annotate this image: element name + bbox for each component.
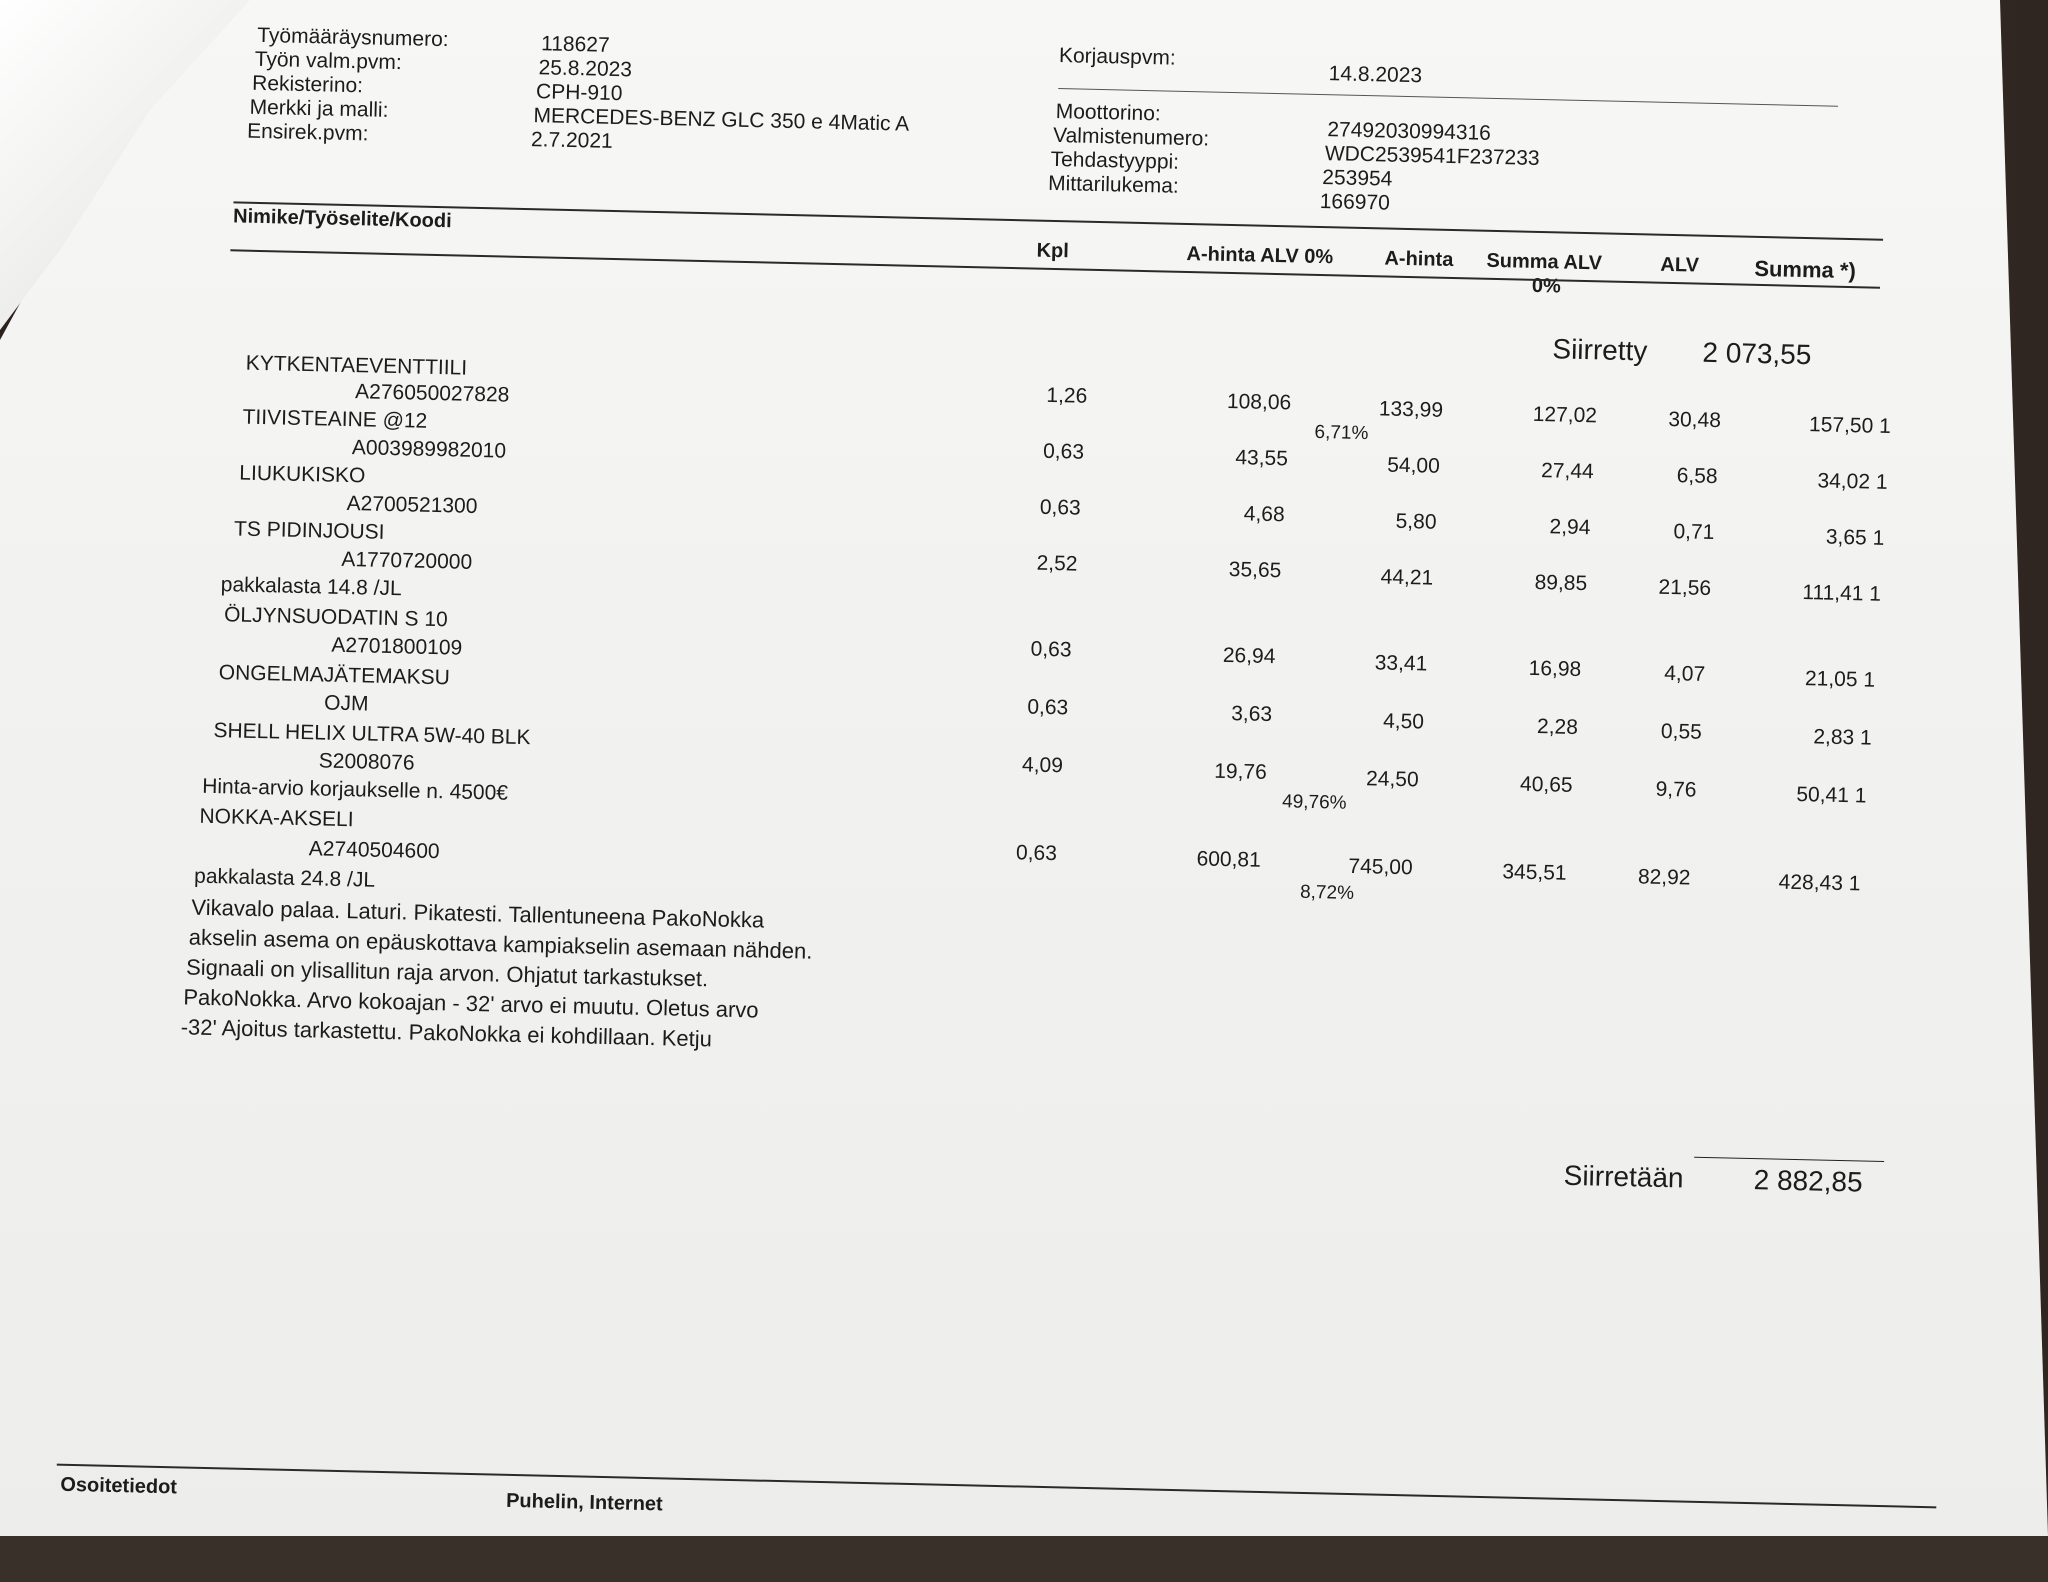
item-unit: 5,80	[1395, 509, 1437, 534]
item-code: A2700521300	[346, 491, 478, 518]
odometer-value: 166970	[1319, 189, 1391, 215]
col-sum-header: Summa *)	[1754, 255, 1857, 284]
item-sum: 34,02 1	[1817, 469, 1888, 494]
price-estimate-note: Hinta-arvio korjaukselle n. 4500€	[201, 774, 509, 805]
item-sum: 157,50 1	[1808, 413, 1892, 439]
item-name: TIIVISTEAINE @12	[242, 405, 428, 433]
item-name: ONGELMAJÄTEMAKSU	[218, 661, 451, 690]
item-sum-ex: 2,28	[1536, 715, 1579, 739]
item-qty: 0,63	[1039, 495, 1082, 520]
first-reg-value: 2.7.2021	[530, 128, 613, 153]
item-sum: 111,41 1	[1802, 581, 1882, 606]
make-model-label: Merkki ja malli:	[249, 95, 389, 122]
item-qty: 2,52	[1036, 551, 1078, 576]
item-sum: 3,65 1	[1825, 525, 1885, 550]
factory-type-label: Tehdastyyppi:	[1050, 147, 1180, 174]
item-vat: 9,76	[1655, 777, 1697, 802]
item-sum-ex: 2,94	[1549, 515, 1591, 540]
item-vat: 0,71	[1673, 520, 1715, 545]
work-order-value: 118627	[540, 32, 610, 57]
vin-value: WDC2539541F237233	[1324, 142, 1540, 170]
item-unit-ex: 3,63	[1230, 702, 1273, 727]
item-sum-ex: 16,98	[1528, 656, 1582, 682]
col-qty-header: Kpl	[1036, 239, 1070, 263]
note-line: akselin asema on epäuskottava kampiakselin asemaan nähden.	[188, 924, 813, 964]
make-model-value: MERCEDES-BENZ GLC 350 e 4Matic A	[533, 104, 910, 136]
header-divider	[1058, 88, 1838, 107]
item-sum-ex: 89,85	[1534, 570, 1588, 596]
item-qty: 0,63	[1015, 841, 1058, 866]
item-unit: 745,00	[1348, 854, 1413, 880]
item-sum: 50,41 1	[1796, 782, 1867, 808]
item-name: SHELL HELIX ULTRA 5W-40 BLK	[213, 719, 531, 750]
col-unit-header: A-hinta	[1384, 247, 1454, 272]
item-name: TS PIDINJOUSI	[233, 517, 385, 544]
item-name: LIUKUKISKO	[239, 461, 366, 488]
col-unit-ex-header: A-hinta ALV 0%	[1186, 242, 1334, 269]
factory-type-value: 253954	[1322, 166, 1393, 191]
reg-number-value: CPH-910	[535, 80, 623, 106]
item-sum-ex: 345,51	[1502, 860, 1567, 885]
item-code: A2740504600	[308, 837, 440, 864]
item-sum: 428,43 1	[1778, 870, 1861, 896]
item-name: NOKKA-AKSELI	[199, 804, 354, 832]
item-unit: 4,50	[1382, 709, 1425, 734]
item-sum-ex: 27,44	[1540, 459, 1594, 484]
note-line: Vikavalo palaa. Laturi. Pikatesti. Tallentuneena PakoNokka	[191, 894, 765, 933]
total-rule	[1694, 1157, 1884, 1162]
item-vat: 21,56	[1658, 575, 1712, 600]
item-unit: 33,41	[1374, 651, 1428, 676]
item-discount: 49,76%	[1281, 791, 1347, 814]
repair-date-value: 14.8.2023	[1328, 62, 1423, 88]
carry-forward-value: 2 882,85	[1753, 1164, 1864, 1198]
item-unit-ex: 4,68	[1243, 502, 1285, 527]
col-item-header: Nimike/Työselite/Koodi	[232, 205, 452, 233]
carry-forward-label: Siirretään	[1563, 1159, 1684, 1194]
carried-value: 2 073,55	[1702, 336, 1812, 371]
completed-date-value: 25.8.2023	[538, 56, 633, 82]
item-unit-ex: 26,94	[1222, 643, 1276, 669]
work-order-label: Työmääräysnumero:	[257, 23, 449, 52]
completed-date-label: Työn valm.pvm:	[254, 47, 402, 75]
vin-label: Valmistenumero:	[1052, 123, 1210, 151]
item-code: A003989982010	[351, 436, 507, 463]
item-sum: 2,83 1	[1813, 725, 1872, 750]
note-line: PakoNokka. Arvo kokoajan - 32' arvo ei muutu. Oletus arvo	[183, 984, 759, 1023]
col-sum-ex-header: Summa ALV	[1486, 249, 1603, 275]
item-qty: 0,63	[1030, 637, 1072, 662]
item-vat: 82,92	[1637, 865, 1691, 890]
item-qty: 4,09	[1021, 753, 1064, 778]
item-sum-ex: 127,02	[1532, 402, 1598, 428]
item-unit: 24,50	[1365, 767, 1419, 792]
engine-number-label: Moottorino:	[1055, 99, 1162, 126]
item-code: A276050027828	[354, 380, 510, 407]
reg-number-label: Rekisterino:	[251, 71, 364, 98]
item-code: A1770720000	[341, 547, 473, 574]
col-vat-header: ALV	[1660, 253, 1700, 277]
odometer-label: Mittarilukema:	[1047, 171, 1180, 198]
item-discount: 6,71%	[1314, 421, 1369, 445]
footer-phone-label: Puhelin, Internet	[505, 1489, 663, 1516]
pack-note-2: pakkalasta 24.8 /JL	[193, 864, 376, 892]
engine-number-value: 27492030994316	[1327, 118, 1492, 145]
item-vat: 0,55	[1660, 719, 1703, 744]
carried-label: Siirretty	[1552, 333, 1648, 367]
item-vat: 30,48	[1668, 407, 1722, 433]
item-sum: 21,05 1	[1804, 667, 1876, 692]
item-name: ÖLJYNSUODATIN S 10	[223, 603, 448, 632]
item-unit: 44,21	[1380, 565, 1434, 590]
first-reg-label: Ensirek.pvm:	[246, 119, 369, 146]
item-vat: 6,58	[1676, 464, 1718, 489]
item-name: KYTKENTAEVENTTIILI	[245, 351, 468, 380]
item-unit-ex: 108,06	[1226, 389, 1292, 415]
footer-rule	[57, 1464, 1937, 1509]
item-qty: 0,63	[1027, 695, 1069, 720]
item-code: A2701800109	[331, 633, 463, 660]
item-code: OJM	[323, 691, 369, 716]
item-unit-ex: 19,76	[1213, 759, 1268, 784]
item-unit: 133,99	[1378, 397, 1444, 422]
note-line: -32' Ajoitus tarkastettu. PakoNokka ei kohdillaan. Ketju	[180, 1014, 713, 1052]
item-discount: 8,72%	[1299, 881, 1355, 904]
item-code: S2008076	[318, 749, 415, 775]
footer-address-label: Osoitetiedot	[60, 1473, 178, 1499]
item-unit-ex: 600,81	[1196, 847, 1262, 872]
item-qty: 0,63	[1042, 439, 1085, 464]
item-sum-ex: 40,65	[1519, 772, 1573, 797]
col-sum-ex-header-2: 0%	[1531, 274, 1562, 298]
item-vat: 4,07	[1664, 661, 1706, 686]
item-unit-ex: 43,55	[1235, 446, 1289, 471]
item-qty: 1,26	[1046, 383, 1088, 408]
item-unit-ex: 35,65	[1228, 558, 1282, 583]
repair-date-label: Korjauspvm:	[1058, 44, 1176, 70]
note-line: Signaali on ylisallitun raja arvon. Ohjatut tarkastukset.	[185, 954, 709, 992]
item-unit: 54,00	[1386, 453, 1441, 478]
pack-note-1: pakkalasta 14.8 /JL	[220, 573, 402, 601]
table-top-rule	[233, 201, 1883, 240]
